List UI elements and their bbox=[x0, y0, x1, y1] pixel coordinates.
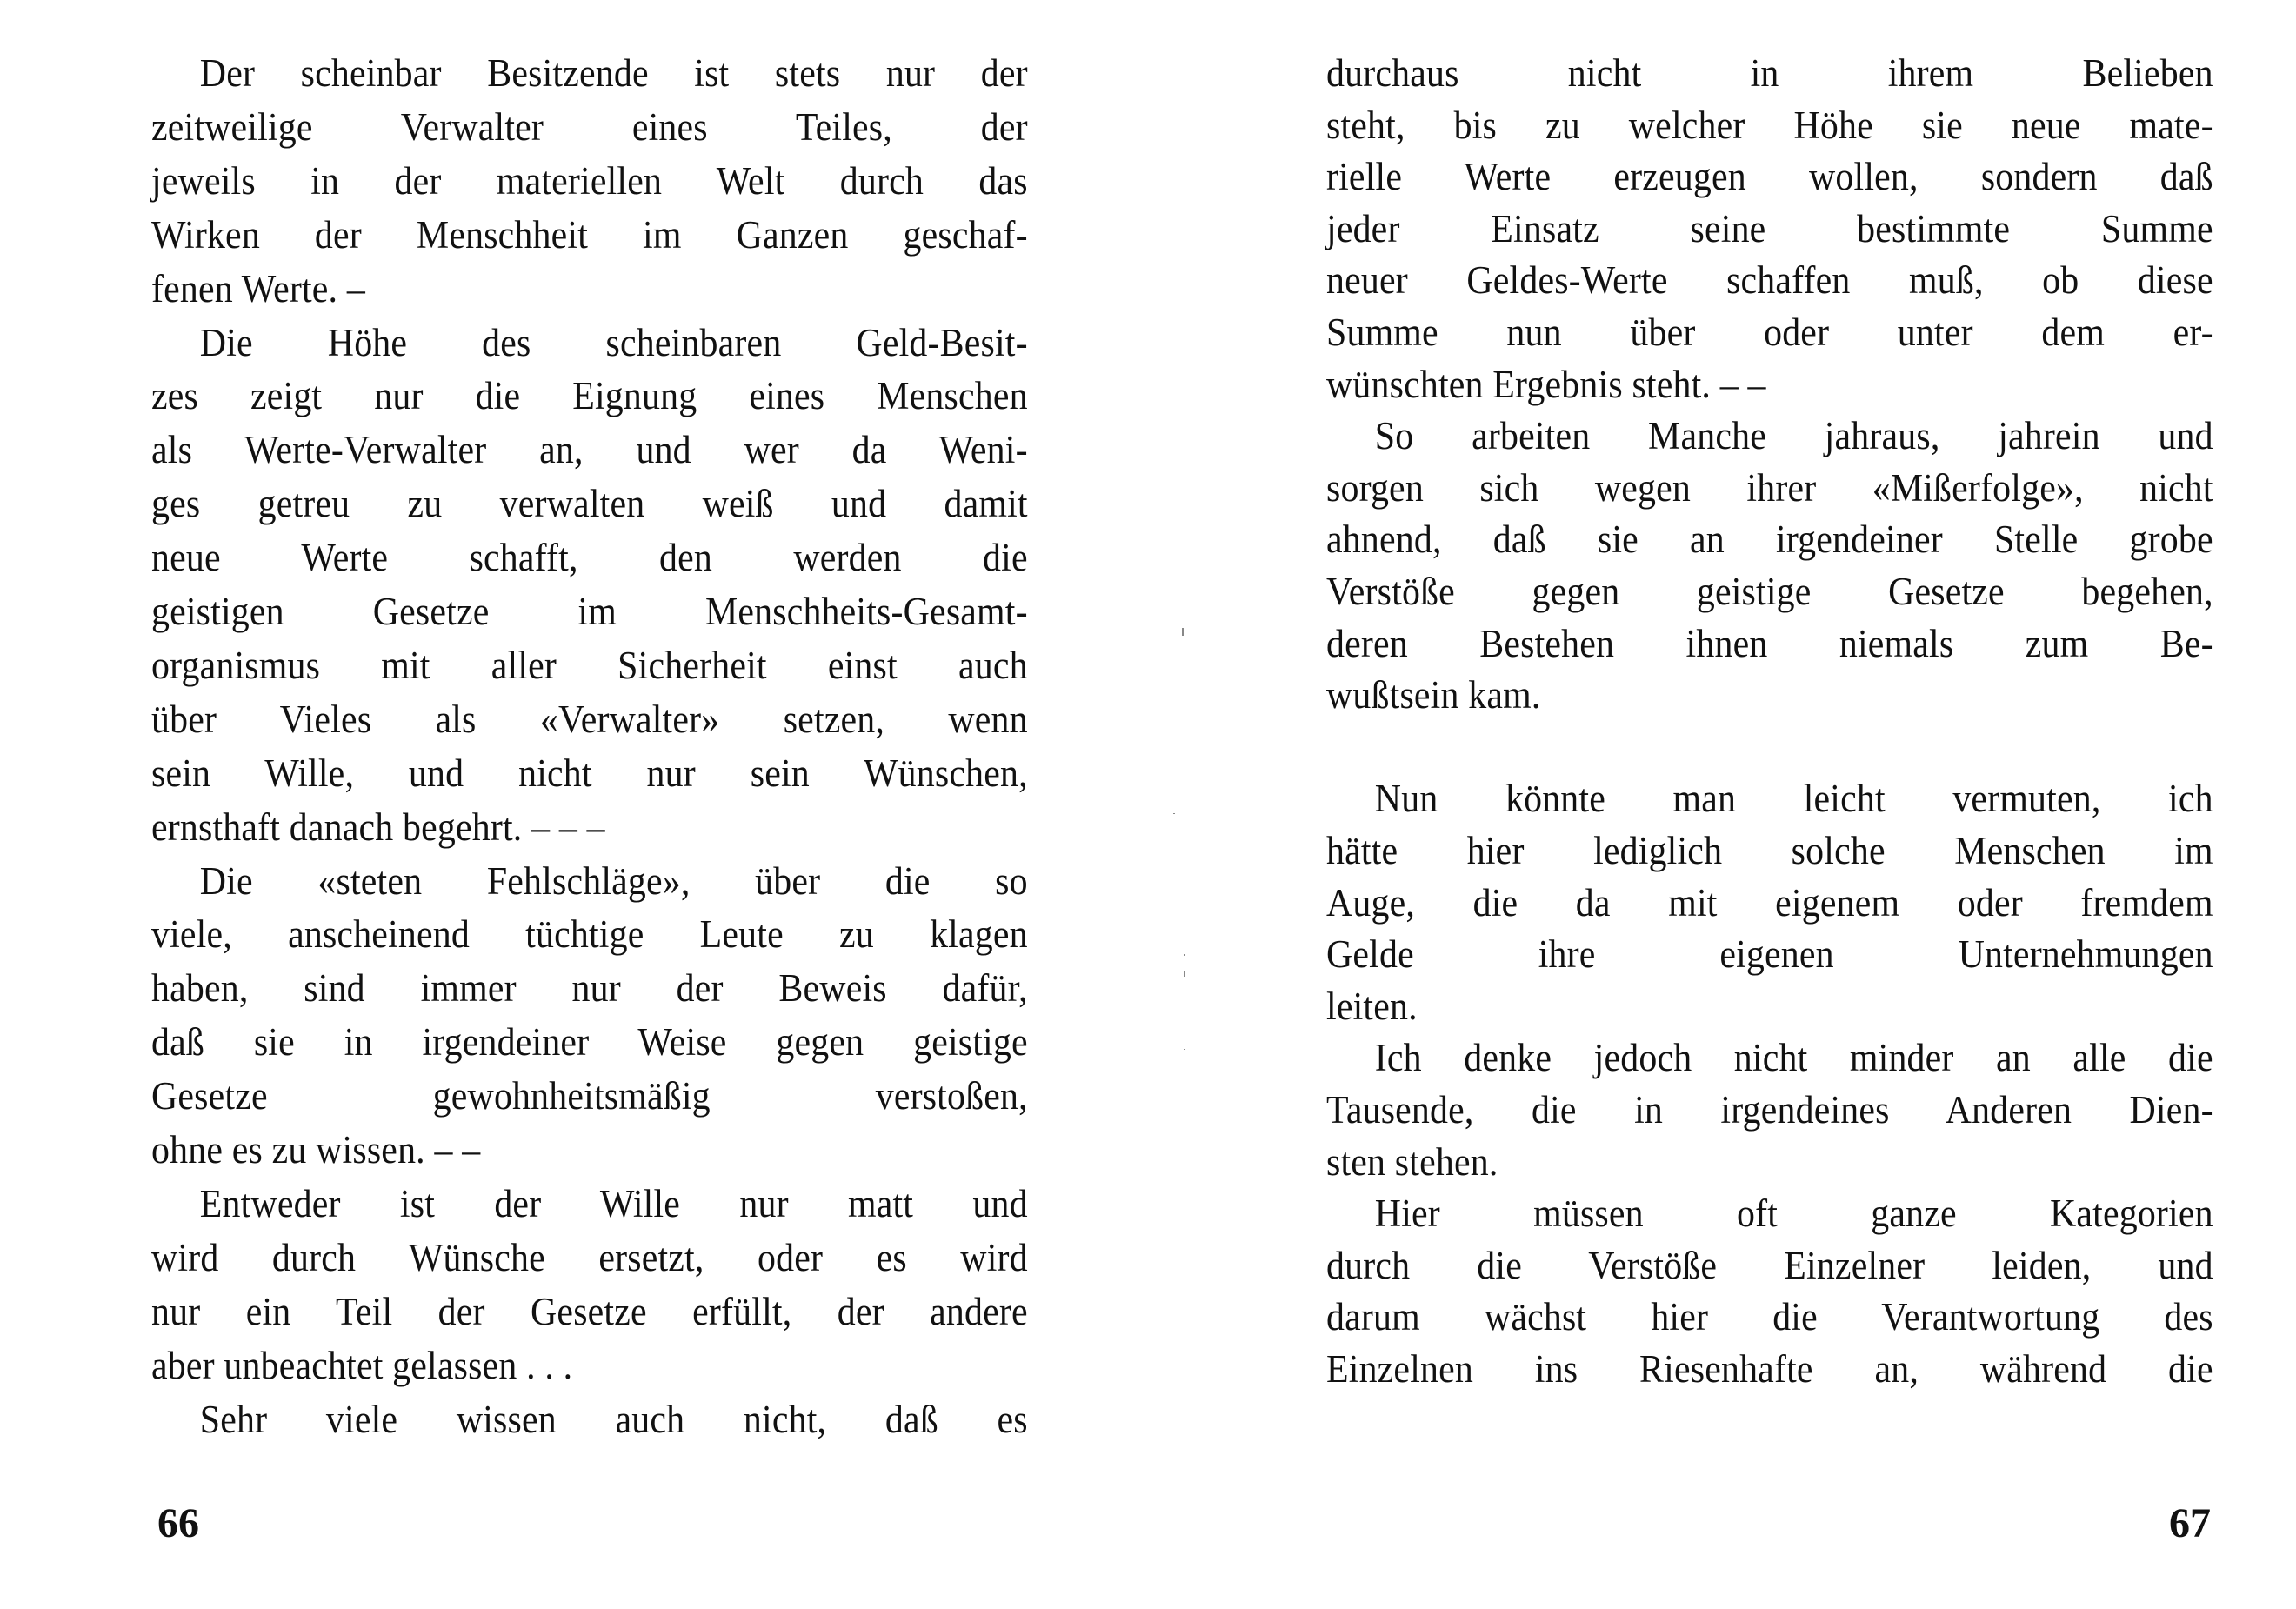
text-line: als Werte-Verwalter an, und wer da Weni- bbox=[151, 428, 1028, 472]
text-line: wünschten Ergebnis steht. – – bbox=[1326, 362, 1766, 406]
right-page-number: 67 bbox=[2169, 1500, 2211, 1546]
text-line: viele, anscheinend tüchtige Leute zu klagen bbox=[151, 912, 1028, 957]
text-line: wird durch Wünsche ersetzt, oder es wird bbox=[151, 1235, 1028, 1279]
text-line: Einzelnen ins Riesenhafte an, während die bbox=[1326, 1347, 2213, 1391]
text-line: hätte hier lediglich solche Menschen im bbox=[1326, 829, 2213, 872]
text-line: ges getreu zu verwalten weiß und damit bbox=[151, 482, 1028, 526]
text-line: Die Höhe des scheinbaren Geld-Besit- bbox=[199, 320, 1028, 364]
text-line: deren Bestehen ihnen niemals zum Be- bbox=[1326, 621, 2213, 665]
text-line: Der scheinbar Besitzende ist stets nur der bbox=[199, 51, 1028, 95]
text-line: Nun könnte man leicht vermuten, ich bbox=[1374, 777, 2213, 821]
text-line: über Vieles als «Verwalter» setzen, wenn bbox=[151, 697, 1028, 741]
text-line: zeitweilige Verwalter eines Teiles, der bbox=[151, 104, 1028, 149]
right-page bbox=[1148, 0, 2296, 1609]
text-line: steht, bis zu welcher Höhe sie neue mate- bbox=[1326, 103, 2213, 147]
text-line: durchaus nicht in ihrem Belieben bbox=[1326, 51, 2213, 95]
text-line: Verstöße gegen geistige Gesetze begehen, bbox=[1326, 570, 2213, 613]
text-line: leiten. bbox=[1326, 984, 1418, 1028]
text-line: sein Wille, und nicht nur sein Wünschen, bbox=[151, 751, 1028, 795]
text-line: Ich denke jedoch nicht minder an alle die bbox=[1374, 1036, 2213, 1080]
text-line: Die «steten Fehlschläge», über die so bbox=[199, 858, 1028, 903]
text-line: ernsthaft danach begehrt. – – – bbox=[151, 804, 605, 849]
text-line: durch die Verstöße Einzelner leiden, und bbox=[1326, 1243, 2213, 1287]
text-line: jeweils in der materiellen Welt durch das bbox=[151, 158, 1028, 203]
text-line: neuer Geldes-Werte schaffen muß, ob diese bbox=[1326, 258, 2213, 303]
text-line: Gelde ihre eigenen Unternehmungen bbox=[1326, 932, 2213, 977]
text-line: wußtsein kam. bbox=[1326, 673, 1541, 718]
text-line: ahnend, daß sie an irgendeiner Stelle grobe bbox=[1326, 517, 2213, 562]
text-line: Hier müssen oft ganze Kategorien bbox=[1374, 1192, 2213, 1236]
scan-speck bbox=[1184, 1049, 1185, 1050]
text-line: daß sie in irgendeiner Weise gegen geistige bbox=[151, 1020, 1028, 1065]
scan-speck bbox=[1182, 628, 1184, 636]
text-line: Summe nun über oder unter dem er- bbox=[1326, 310, 2213, 354]
text-line: jeder Einsatz seine bestimmte Summe bbox=[1326, 206, 2213, 250]
text-line: darum wächst hier die Verantwortung des bbox=[1326, 1295, 2213, 1339]
left-page-number: 66 bbox=[157, 1500, 199, 1546]
text-line: ohne es zu wissen. – – bbox=[151, 1128, 481, 1172]
text-line: Tausende, die in irgendeines Anderen Dien- bbox=[1326, 1088, 2213, 1132]
scan-speck bbox=[1184, 954, 1185, 956]
text-line: nur ein Teil der Gesetze erfüllt, der andere bbox=[151, 1289, 1028, 1333]
text-line: neue Werte schafft, den werden die bbox=[151, 536, 1028, 580]
text-line: sten stehen. bbox=[1326, 1139, 1498, 1184]
text-line: Auge, die da mit eigenem oder fremdem bbox=[1326, 880, 2213, 925]
text-line: aber unbeachtet gelassen . . . bbox=[151, 1343, 573, 1387]
text-line: zes zeigt nur die Eignung eines Menschen bbox=[151, 374, 1028, 418]
text-line: geistigen Gesetze im Menschheits-Gesamt- bbox=[151, 590, 1028, 633]
scan-speck bbox=[1173, 813, 1175, 814]
text-line: So arbeiten Manche jahraus, jahrein und bbox=[1374, 414, 2213, 458]
text-line: Wirken der Menschheit im Ganzen geschaf- bbox=[151, 212, 1028, 257]
text-line: rielle Werte erzeugen wollen, sondern daß bbox=[1326, 155, 2213, 199]
scan-speck bbox=[1184, 971, 1185, 977]
text-line: Entweder ist der Wille nur matt und bbox=[199, 1181, 1028, 1225]
text-line: Sehr viele wissen auch nicht, daß es bbox=[199, 1397, 1028, 1441]
text-line: sorgen sich wegen ihrer «Mißerfolge», nicht bbox=[1326, 465, 2213, 510]
text-line: fenen Werte. – bbox=[151, 266, 365, 310]
text-line: organismus mit aller Sicherheit einst auch bbox=[151, 643, 1028, 687]
text-line: haben, sind immer nur der Beweis dafür, bbox=[151, 966, 1028, 1011]
text-line: Gesetze gewohnheitsmäßig verstoßen, bbox=[151, 1074, 1028, 1118]
